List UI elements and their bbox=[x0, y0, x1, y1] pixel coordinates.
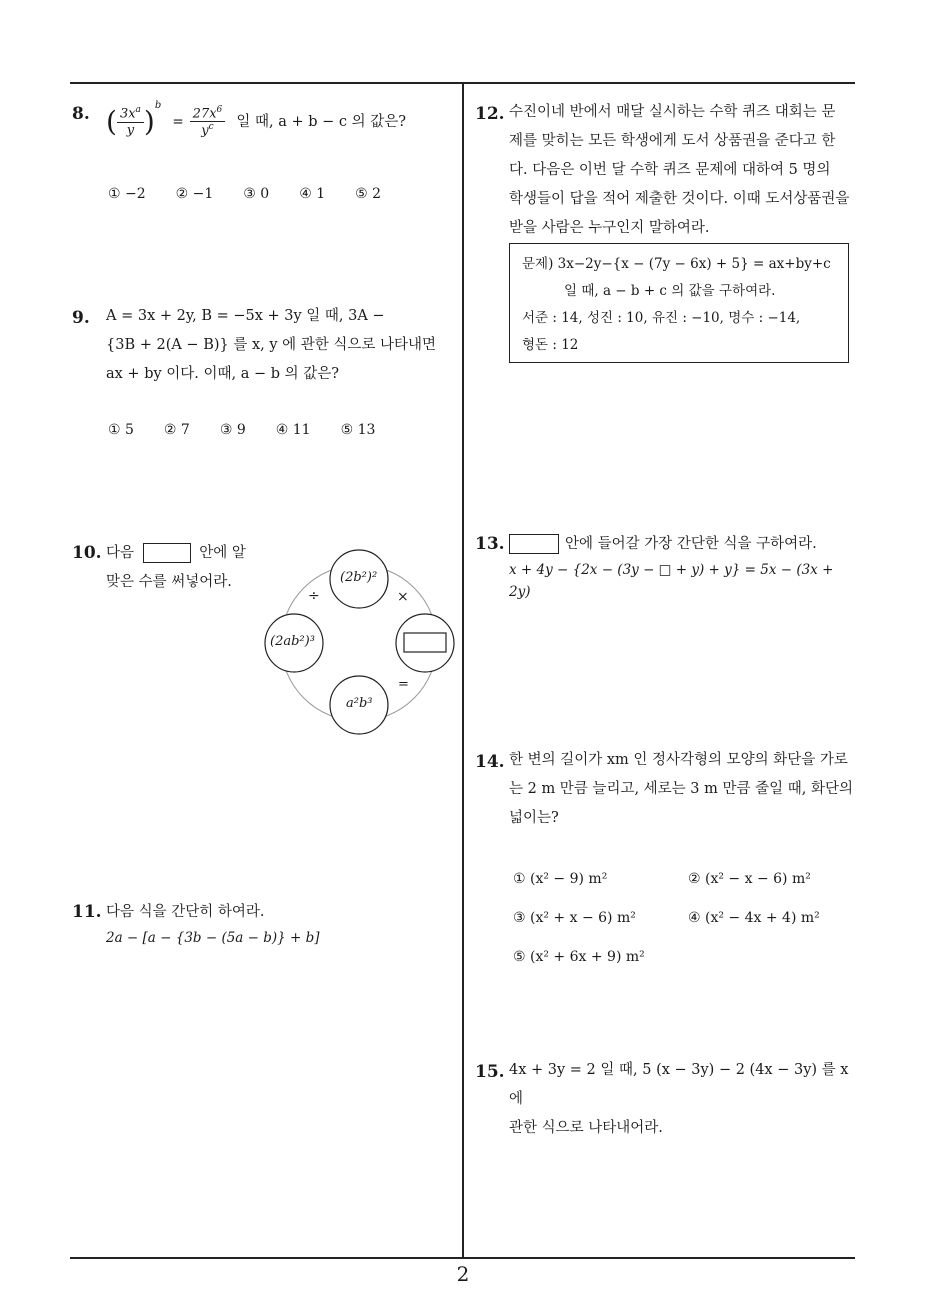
question-15-text: 4x + 3y = 2 일 때, 5 (x − 3y) − 2 (4x − 3y) 를 x 에 관한 식으로 나타내어라. bbox=[509, 1062, 849, 1136]
question-number: 8. bbox=[72, 104, 90, 124]
question-9-line2: {3B + 2(A − B)} 를 x, y 에 관한 식으로 나타내면 bbox=[106, 337, 437, 353]
question-9-options bbox=[108, 422, 405, 438]
question-number: 13. bbox=[475, 534, 505, 554]
diagram-bottom-node: a²b³ bbox=[346, 696, 373, 711]
lhs-fraction: $\frac{3x^a}{y}$ bbox=[117, 105, 144, 137]
diagram-top-node: (2b²)² bbox=[340, 570, 378, 585]
question-14-options bbox=[513, 860, 853, 977]
option-1[interactable]: ① 5 bbox=[108, 422, 134, 438]
rhs-fraction: $\frac{27x^6}{y^c}$ bbox=[190, 105, 226, 139]
option-1[interactable]: ① −2 bbox=[108, 186, 146, 202]
question-9-line1: A = 3x + 2y, B = −5x + 3y 일 때, 3A − bbox=[106, 308, 385, 324]
option-5[interactable]: ⑤ (x² + 6x + 9) m² bbox=[513, 949, 645, 965]
question-14-text: 한 변의 길이가 xm 인 정사각형의 모양의 화단을 가로 는 2 m 만큼 늘리고, 세로는 3 m 만큼 줄일 때, 화단의 넓이는? bbox=[509, 752, 853, 826]
option-3[interactable]: ③ 9 bbox=[219, 422, 246, 438]
question-12-problem-box: 문제) 3x−2y−{x − (7y − 6x) + 5} = ax+by+c 일 때, a − b + c 의 값을 구하여라. 서준 : 14, 성진 : 10, 유진 : −10, 명수 : −14, 형돈 : 12 bbox=[509, 243, 849, 363]
bottom-rule bbox=[70, 1257, 855, 1259]
left-paren: ( bbox=[106, 105, 117, 138]
times-operator: × bbox=[397, 589, 409, 605]
option-2[interactable]: ② 7 bbox=[163, 422, 190, 438]
question-number: 12. bbox=[475, 104, 505, 124]
column-divider bbox=[462, 82, 464, 1257]
question-9-line3: ax + by 이다. 이때, a − b 의 값은? bbox=[106, 366, 340, 382]
answer-blank-box[interactable] bbox=[509, 534, 559, 554]
question-11-expression: 2a − [a − {3b − (5a − b)} + b] bbox=[106, 930, 320, 946]
option-4[interactable]: ④ 11 bbox=[275, 422, 311, 438]
question-number: 11. bbox=[72, 902, 102, 922]
option-2[interactable]: ② (x² − x − 6) m² bbox=[688, 871, 811, 887]
option-4[interactable]: ④ (x² − 4x + 4) m² bbox=[688, 910, 820, 926]
question-11-text: 다음 식을 간단히 하여라. 2a − [a − {3b − (5a − b)} + b] bbox=[106, 898, 456, 949]
question-10-text: 다음 안에 알 맞은 수를 써넣어라. bbox=[106, 545, 246, 590]
question-number: 14. bbox=[475, 752, 505, 772]
question-number: 10. bbox=[72, 543, 102, 563]
question-number: 15. bbox=[475, 1062, 505, 1082]
question-12-text: 수진이네 반에서 매달 실시하는 수학 퀴즈 대회는 문 제를 맞히는 모든 학생에게 도서 상품권을 준다고 한 다. 다음은 이번 달 수학 퀴즈 문제에 대하여 5 명의 학생들이 답을 적어 제출한 것이다. 이때 도서상품권을 받을 사람은 누구인지 말하여라. bbox=[509, 104, 850, 236]
option-3[interactable]: ③ (x² + x − 6) m² bbox=[513, 910, 636, 926]
question-8-tail: 일 때, a + b − c 의 값은? bbox=[236, 114, 407, 130]
option-1[interactable]: ① (x² − 9) m² bbox=[513, 871, 608, 887]
question-13-expression: x + 4y − {2x − (3y − □ + y) + y} = 5x − (3x + 2y) bbox=[509, 562, 834, 600]
right-paren: ) bbox=[143, 105, 155, 138]
divide-operator: ÷ bbox=[308, 588, 320, 604]
option-3[interactable]: ③ 0 bbox=[243, 186, 270, 202]
question-number: 9. bbox=[72, 308, 90, 328]
question-8-options bbox=[108, 186, 411, 202]
option-5[interactable]: ⑤ 13 bbox=[340, 422, 376, 438]
page-number: 2 bbox=[456, 1262, 470, 1286]
cycle-diagram bbox=[262, 548, 462, 738]
option-4[interactable]: ④ 1 bbox=[299, 186, 326, 202]
equals-operator: = bbox=[398, 677, 409, 692]
answer-blank-box[interactable] bbox=[143, 543, 191, 563]
option-5[interactable]: ⑤ 2 bbox=[355, 186, 382, 202]
question-13-text: 안에 들어갈 가장 간단한 식을 구하여라. x + 4y − {2x − (3y − □ + y) + y} = 5x − (3x + 2y) bbox=[509, 530, 859, 603]
question-8-equation: ( $\frac{3x^a}{y}$ )$^b$ = $\frac{27x^6}{y^c}$ 일 때, a + b − c 의 값은? bbox=[106, 100, 407, 139]
option-2[interactable]: ② −1 bbox=[175, 186, 214, 202]
diagram-left-node: (2ab²)³ bbox=[270, 634, 315, 649]
question-9-text bbox=[106, 302, 456, 389]
